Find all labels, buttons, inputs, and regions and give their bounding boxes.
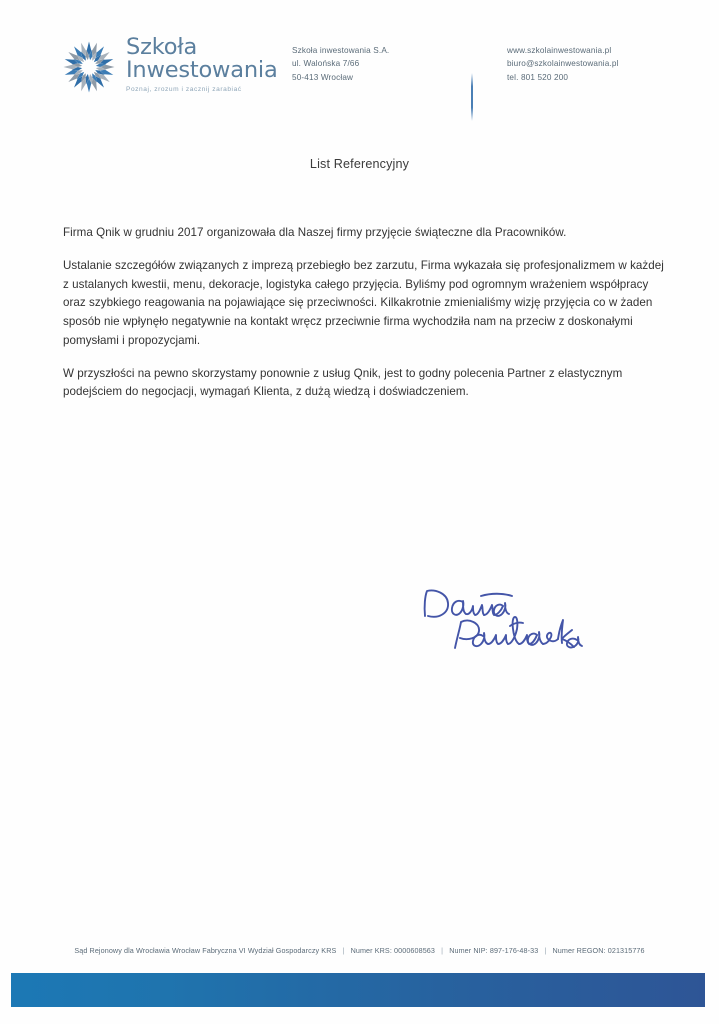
- starburst-flower-logo-icon: [60, 38, 118, 96]
- logo-line-2: Inwestowania: [126, 57, 278, 84]
- logo-wordmark: [126, 35, 278, 93]
- footer-regon-value: 021315776: [607, 946, 645, 955]
- body-paragraph: W przyszłości na pewno skorzystamy ponownie z usług Qnik, jest to godny polecenia Partner z elastycznym podejściem do negocjacji, wymagań Klienta, z dużą wiedzą i doświadczeniem.: [63, 366, 623, 399]
- footer-separator: |: [544, 946, 547, 955]
- logo-tagline: Poznaj, zrozum i zacznij zarabiać: [126, 85, 242, 93]
- letter-body: [63, 224, 667, 402]
- contact-email: biuro@szkolainwestowania.pl: [507, 59, 619, 69]
- footer-separator: |: [441, 946, 444, 955]
- handwritten-signature: [415, 582, 605, 650]
- footer-gradient-bar: [11, 973, 705, 1007]
- footer-separator: |: [342, 946, 345, 955]
- contact-website: www.szkolainwestowania.pl: [507, 46, 612, 55]
- footer-nip-value: 897-176-48-33: [489, 946, 539, 955]
- address-line-1: Szkoła inwestowania S.A.: [292, 46, 390, 55]
- address-line-3: 50-413 Wrocław: [292, 72, 354, 82]
- header-vertical-divider: [471, 73, 473, 121]
- footer-nip-label: Numer NIP:: [449, 946, 488, 955]
- company-address: [292, 44, 389, 84]
- footer-krs-label: Numer KRS:: [350, 946, 392, 955]
- logo-line-1: Szkoła: [126, 34, 198, 60]
- address-line-2: ul. Walońska 7/66: [292, 59, 360, 69]
- page-title: List Referencyjny: [309, 157, 410, 171]
- body-paragraph: Ustalanie szczegółów związanych z imprezą przebiegło bez zarzutu, Firma wykazała się profesjonalizmem w każdej z ustalanych kwestii, menu, dekoracje, logistyka całego przyjęcia. Byliśmy pod ogromnym wrażeniem współpracy oraz szybkiego reagowania na pojawiające się przeciwności. Kilkakrotnie zmienialiśmy wizję przyjęcia co w żaden sposób nie wpłynęło negatywnie na kontakt wręcz przeciwnie firma wychodziła nam na przeciw z doskonałymi pomysłami i propozycjami.: [63, 258, 664, 347]
- footer-legal-text: [0, 946, 719, 955]
- contact-phone: tel. 801 520 200: [507, 72, 569, 82]
- body-paragraph: Firma Qnik w grudniu 2017 organizowała dla Naszej firmy przyjęcie świąteczne dla Pracowników.: [63, 226, 567, 239]
- footer-krs-value: 0000608563: [394, 946, 436, 955]
- footer-regon-label: Numer REGON:: [552, 946, 606, 955]
- company-logo: [60, 35, 278, 96]
- letterhead-header: [0, 33, 719, 103]
- footer-court: Sąd Rejonowy dla Wrocławia Wrocław Fabryczna VI Wydział Gospodarczy KRS: [74, 946, 337, 955]
- company-contact: [507, 44, 619, 84]
